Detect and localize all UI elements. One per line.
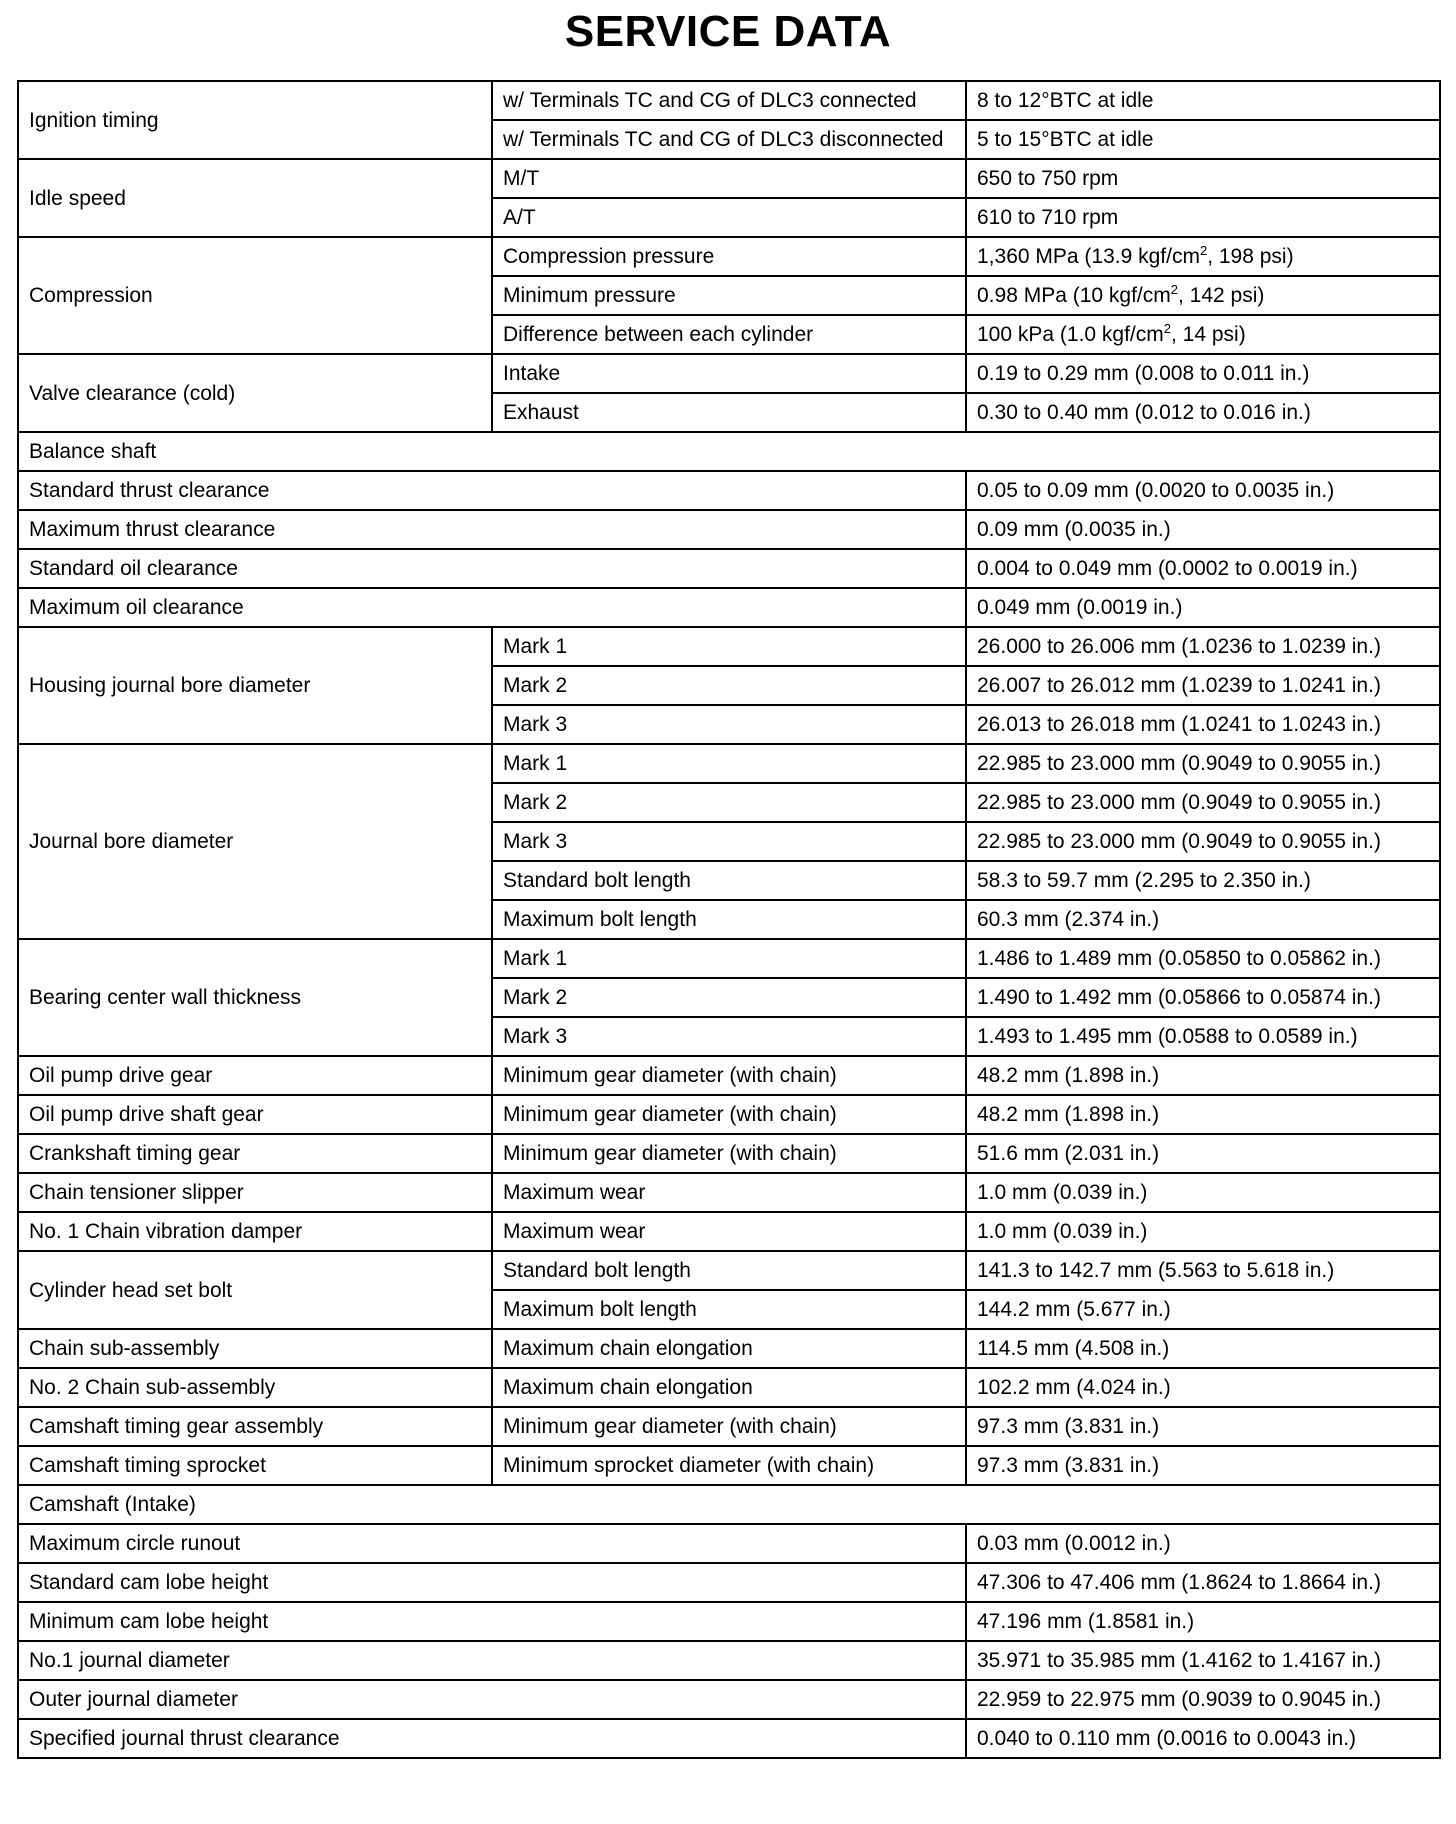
row-label: Chain sub-assembly: [18, 1329, 492, 1368]
row-label: Outer journal diameter: [18, 1680, 966, 1719]
row-condition: Mark 1: [492, 627, 966, 666]
row-label: Maximum oil clearance: [18, 588, 966, 627]
row-value: 60.3 mm (2.374 in.): [966, 900, 1440, 939]
row-value: 5 to 15°BTC at idle: [966, 120, 1440, 159]
row-label: Journal bore diameter: [18, 744, 492, 939]
row-condition: Compression pressure: [492, 237, 966, 276]
table-row: [18, 1134, 1440, 1173]
row-value: 22.985 to 23.000 mm (0.9049 to 0.9055 in.): [966, 822, 1440, 861]
table-row: [18, 1407, 1440, 1446]
row-label: Chain tensioner slipper: [18, 1173, 492, 1212]
row-value: 47.196 mm (1.8581 in.): [966, 1602, 1440, 1641]
row-value: 1.0 mm (0.039 in.): [966, 1212, 1440, 1251]
row-label: Oil pump drive shaft gear: [18, 1095, 492, 1134]
row-value: 1.490 to 1.492 mm (0.05866 to 0.05874 in.): [966, 978, 1440, 1017]
table-row: [18, 354, 1440, 393]
table-row: [18, 588, 1440, 627]
table-row: [18, 159, 1440, 198]
table-row: [18, 1602, 1440, 1641]
row-value: 141.3 to 142.7 mm (5.563 to 5.618 in.): [966, 1251, 1440, 1290]
row-condition: Maximum chain elongation: [492, 1329, 966, 1368]
table-row: [18, 1329, 1440, 1368]
row-condition: Minimum pressure: [492, 276, 966, 315]
row-label: Standard thrust clearance: [18, 471, 966, 510]
row-value: 102.2 mm (4.024 in.): [966, 1368, 1440, 1407]
section-label: Camshaft (Intake): [18, 1485, 1440, 1524]
row-condition: w/ Terminals TC and CG of DLC3 disconnected: [492, 120, 966, 159]
row-condition: Mark 2: [492, 783, 966, 822]
row-value: 51.6 mm (2.031 in.): [966, 1134, 1440, 1173]
table-row: [18, 1056, 1440, 1095]
row-condition: Standard bolt length: [492, 1251, 966, 1290]
row-condition: Maximum bolt length: [492, 900, 966, 939]
row-label: No. 2 Chain sub-assembly: [18, 1368, 492, 1407]
superscript: 2: [1163, 321, 1171, 336]
superscript: 2: [1199, 243, 1208, 258]
table-row: [18, 510, 1440, 549]
table-row: [18, 1173, 1440, 1212]
row-value: 0.19 to 0.29 mm (0.008 to 0.011 in.): [966, 354, 1440, 393]
row-condition: Exhaust: [492, 393, 966, 432]
row-condition: Standard bolt length: [492, 861, 966, 900]
row-condition: Minimum gear diameter (with chain): [492, 1095, 966, 1134]
table-row: [18, 1446, 1440, 1485]
row-value: 1.0 mm (0.039 in.): [966, 1173, 1440, 1212]
row-condition: Intake: [492, 354, 966, 393]
row-value: 35.971 to 35.985 mm (1.4162 to 1.4167 in.): [966, 1641, 1440, 1680]
table-row: [18, 81, 1440, 120]
row-condition: Difference between each cylinder: [492, 315, 966, 354]
table-row: [18, 1719, 1440, 1758]
row-label: Crankshaft timing gear: [18, 1134, 492, 1173]
row-condition: w/ Terminals TC and CG of DLC3 connected: [492, 81, 966, 120]
row-label: Valve clearance (cold): [18, 354, 492, 432]
row-label: Camshaft timing gear assembly: [18, 1407, 492, 1446]
row-condition: Maximum bolt length: [492, 1290, 966, 1329]
row-value: [966, 315, 1440, 354]
row-value: 8 to 12°BTC at idle: [966, 81, 1440, 120]
row-condition: Mark 2: [492, 978, 966, 1017]
section-row: [18, 432, 1440, 471]
row-value: 1.493 to 1.495 mm (0.0588 to 0.0589 in.): [966, 1017, 1440, 1056]
value-text: , 142 psi): [1177, 284, 1265, 307]
row-label: Maximum thrust clearance: [18, 510, 966, 549]
row-value: 97.3 mm (3.831 in.): [966, 1446, 1440, 1485]
value-text: 1,360 MPa (13.9 kgf/cm: [977, 245, 1200, 268]
row-condition: Minimum gear diameter (with chain): [492, 1134, 966, 1173]
row-value: [966, 276, 1440, 315]
table-row: [18, 1524, 1440, 1563]
row-condition: M/T: [492, 159, 966, 198]
row-value: 0.05 to 0.09 mm (0.0020 to 0.0035 in.): [966, 471, 1440, 510]
value-text: 0.98 MPa (10 kgf/cm: [977, 284, 1171, 307]
table-row: [18, 1095, 1440, 1134]
row-value: 48.2 mm (1.898 in.): [966, 1095, 1440, 1134]
row-value: 22.985 to 23.000 mm (0.9049 to 0.9055 in.): [966, 783, 1440, 822]
row-label: Maximum circle runout: [18, 1524, 966, 1563]
row-condition: Mark 1: [492, 939, 966, 978]
row-value: 58.3 to 59.7 mm (2.295 to 2.350 in.): [966, 861, 1440, 900]
row-label: Oil pump drive gear: [18, 1056, 492, 1095]
page-title: SERVICE DATA: [564, 7, 892, 56]
table-row: [18, 744, 1440, 783]
table-row: [18, 627, 1440, 666]
row-value: 22.985 to 23.000 mm (0.9049 to 0.9055 in.): [966, 744, 1440, 783]
row-value: 48.2 mm (1.898 in.): [966, 1056, 1440, 1095]
row-value: 26.013 to 26.018 mm (1.0241 to 1.0243 in.): [966, 705, 1440, 744]
row-value: 144.2 mm (5.677 in.): [966, 1290, 1440, 1329]
table-row: [18, 1680, 1440, 1719]
table-row: [18, 1251, 1440, 1290]
row-condition: Mark 3: [492, 1017, 966, 1056]
row-label: Standard oil clearance: [18, 549, 966, 588]
row-value: 0.049 mm (0.0019 in.): [966, 588, 1440, 627]
value-text: , 198 psi): [1207, 245, 1294, 268]
row-value: 26.007 to 26.012 mm (1.0239 to 1.0241 in.): [966, 666, 1440, 705]
row-condition: Minimum gear diameter (with chain): [492, 1407, 966, 1446]
value-text: , 14 psi): [1171, 323, 1246, 346]
table-row: [18, 1368, 1440, 1407]
section-row: [18, 1485, 1440, 1524]
row-value: 114.5 mm (4.508 in.): [966, 1329, 1440, 1368]
row-label: Minimum cam lobe height: [18, 1602, 966, 1641]
superscript: 2: [1170, 282, 1178, 297]
row-condition: Mark 3: [492, 822, 966, 861]
row-condition: Mark 3: [492, 705, 966, 744]
row-label: Specified journal thrust clearance: [18, 1719, 966, 1758]
row-condition: Maximum chain elongation: [492, 1368, 966, 1407]
table-row: [18, 1641, 1440, 1680]
row-label: Ignition timing: [18, 81, 492, 159]
row-value: 0.004 to 0.049 mm (0.0002 to 0.0019 in.): [966, 549, 1440, 588]
row-value: 0.09 mm (0.0035 in.): [966, 510, 1440, 549]
row-condition: Maximum wear: [492, 1173, 966, 1212]
table-row: [18, 237, 1440, 276]
row-condition: Maximum wear: [492, 1212, 966, 1251]
row-value: 97.3 mm (3.831 in.): [966, 1407, 1440, 1446]
row-label: No.1 journal diameter: [18, 1641, 966, 1680]
row-value: 610 to 710 rpm: [966, 198, 1440, 237]
table-row: [18, 1212, 1440, 1251]
section-label: Balance shaft: [18, 432, 1440, 471]
table-row: [18, 471, 1440, 510]
row-condition: Mark 2: [492, 666, 966, 705]
row-label: Idle speed: [18, 159, 492, 237]
row-value: 0.040 to 0.110 mm (0.0016 to 0.0043 in.): [966, 1719, 1440, 1758]
table-row: [18, 549, 1440, 588]
row-value: 0.30 to 0.40 mm (0.012 to 0.016 in.): [966, 393, 1440, 432]
row-condition: Minimum gear diameter (with chain): [492, 1056, 966, 1095]
row-condition: Mark 1: [492, 744, 966, 783]
row-label: Compression: [18, 237, 492, 354]
row-label: Cylinder head set bolt: [18, 1251, 492, 1329]
table-row: [18, 1563, 1440, 1602]
value-text: 100 kPa (1.0 kgf/cm: [977, 323, 1164, 346]
row-label: No. 1 Chain vibration damper: [18, 1212, 492, 1251]
table-row: [18, 939, 1440, 978]
row-value: [966, 237, 1440, 276]
row-label: Standard cam lobe height: [18, 1563, 966, 1602]
row-value: 22.959 to 22.975 mm (0.9039 to 0.9045 in.): [966, 1680, 1440, 1719]
row-condition: A/T: [492, 198, 966, 237]
row-label: Camshaft timing sprocket: [18, 1446, 492, 1485]
row-condition: Minimum sprocket diameter (with chain): [492, 1446, 966, 1485]
row-value: 47.306 to 47.406 mm (1.8624 to 1.8664 in.): [966, 1563, 1440, 1602]
service-data-table: [17, 80, 1441, 1759]
row-value: 1.486 to 1.489 mm (0.05850 to 0.05862 in.): [966, 939, 1440, 978]
row-value: 26.000 to 26.006 mm (1.0236 to 1.0239 in.): [966, 627, 1440, 666]
row-value: 0.03 mm (0.0012 in.): [966, 1524, 1440, 1563]
row-label: Housing journal bore diameter: [18, 627, 492, 744]
row-value: 650 to 750 rpm: [966, 159, 1440, 198]
row-label: Bearing center wall thickness: [18, 939, 492, 1056]
